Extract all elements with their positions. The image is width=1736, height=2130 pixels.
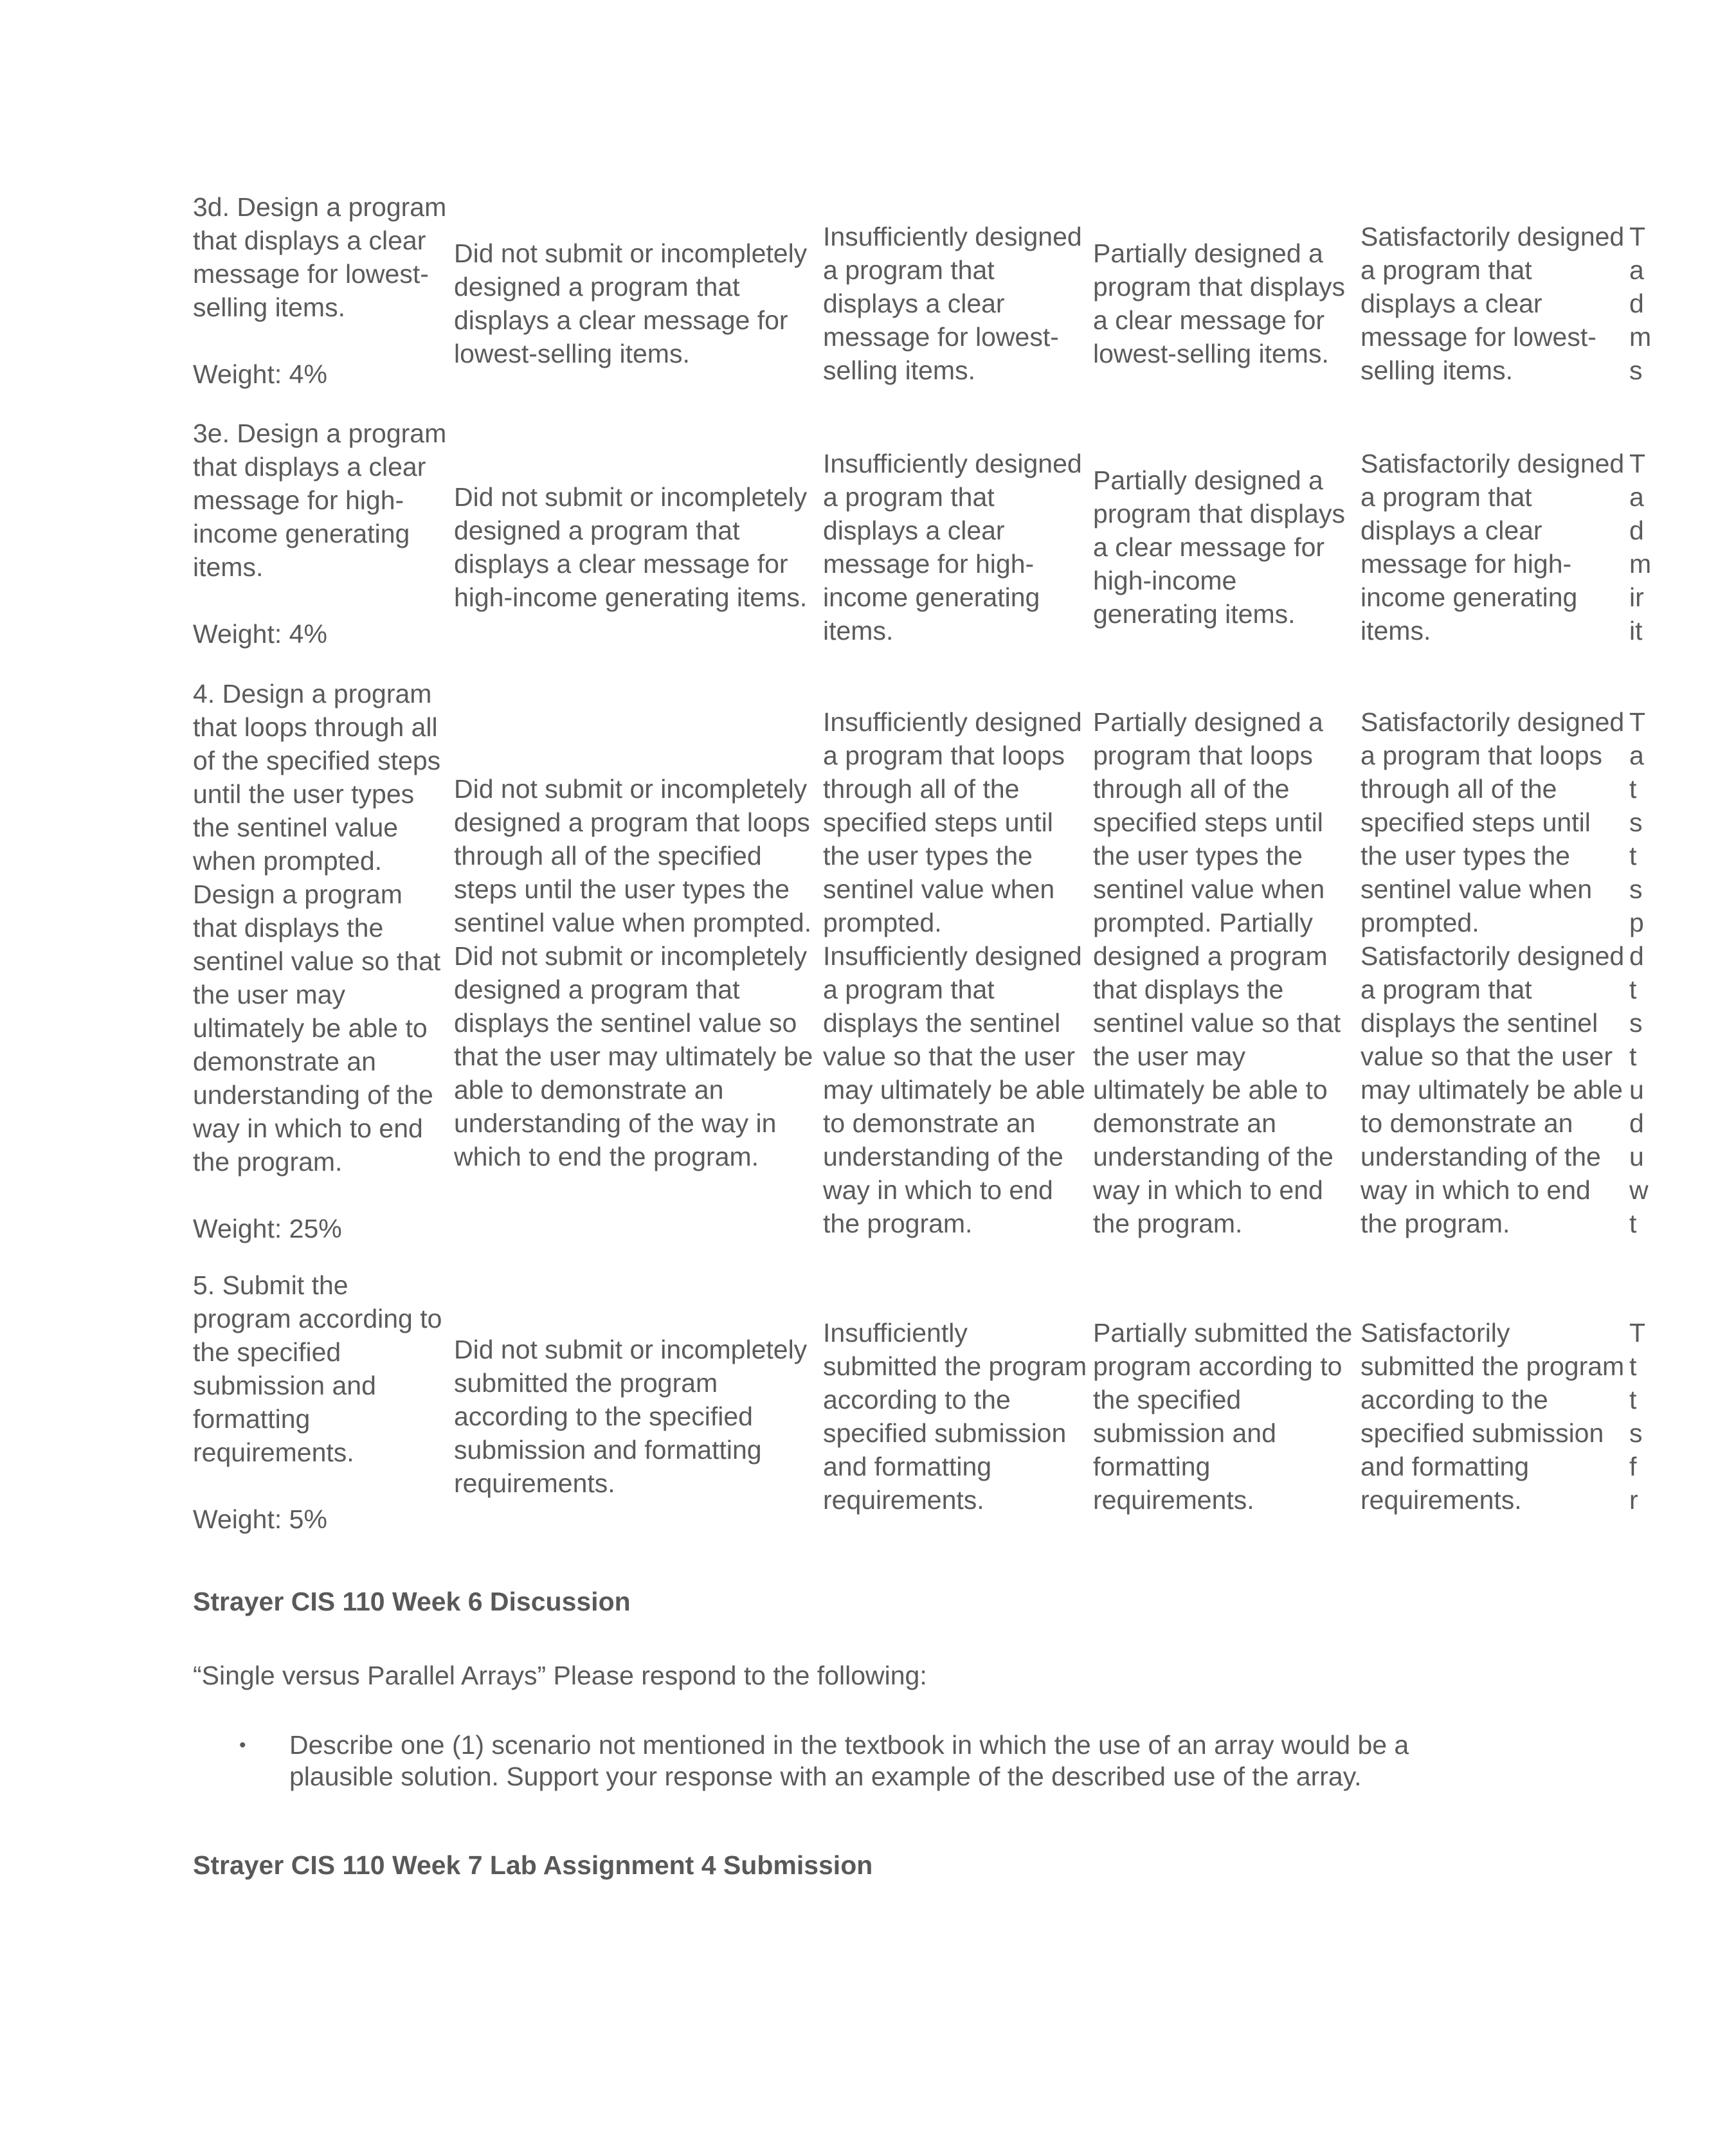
level-cell-insufficient [823, 1268, 1093, 1564]
level-text: T t t s f r [1629, 1318, 1646, 1515]
criterion-cell [193, 190, 454, 417]
level-text: T a d m s [1629, 222, 1652, 385]
criterion-text: 4. Design a program that loops through all of the specified steps until the user types the sentinel value when prompted. Design a program that displays the sentinel value so that the user may ultimately be able to demonstrate an understanding of the way in which to end the program. [193, 679, 441, 1177]
level-cell-satisfactory [1361, 677, 1629, 1268]
criterion-text: 3e. Design a program that displays a clear message for high- income generating items. [193, 419, 447, 582]
criterion-text: 3d. Design a program that displays a clear message for lowest- selling items. [193, 192, 447, 322]
criterion-weight: Weight: 5% [193, 1504, 327, 1534]
level-text: Did not submit or incompletely designed a program that loops through all of the specified steps until the user types the sentinel value when prompted. Did not submit or incompletely designed a program that displays the sentinel value so that the user may ultimately be able to demonstrate an understanding of the way in which to end the program. [454, 774, 813, 1171]
level-cell-partial [1093, 677, 1361, 1268]
level-text: Partially designed a program that displays a clear message for high-income generating items. [1093, 465, 1345, 629]
level-text: Insufficiently designed a program that displays a clear message for high- income generating items. [823, 448, 1082, 645]
week6-heading: Strayer CIS 110 Week 6 Discussion [193, 1587, 631, 1616]
level-text: Partially designed a program that displays a clear message for lowest-selling items. [1093, 239, 1345, 368]
level-cell-truncated [1629, 1268, 1736, 1564]
level-cell-satisfactory [1361, 417, 1629, 677]
level-cell-not-submitted [454, 417, 823, 677]
level-cell-satisfactory [1361, 190, 1629, 417]
level-cell-insufficient [823, 677, 1093, 1268]
bullet-text: Describe one (1) scenario not mentioned in the textbook in which the use of an array would be a plausible solution. Support your response with an example of the described use of the array. [289, 1730, 1409, 1791]
rubric-row-5 [193, 1268, 1736, 1564]
rubric-row-3d [193, 190, 1736, 417]
bullet-icon: • [239, 1735, 246, 1756]
level-text: Insufficiently designed a program that displays a clear message for lowest- selling items. [823, 222, 1082, 385]
level-cell-not-submitted [454, 677, 823, 1268]
list-item [193, 1729, 1479, 1792]
level-cell-satisfactory [1361, 1268, 1629, 1564]
level-text: Insufficiently designed a program that loops through all of the specified steps until the user types the sentinel value when prompted. Insufficiently designed a program that displays the sentinel value so that the user may ultimately be able to demonstrate an understanding of the way in which to end the program. [823, 707, 1085, 1238]
level-cell-not-submitted [454, 190, 823, 417]
level-text: Satisfactorily designed a program that loops through all of the specified steps until the user types the sentinel value when prompted. Satisfactorily designed a program that displays the sentinel value so that the user may ultimately be able to demonstrate an understanding of the way in which to end the program. [1361, 707, 1625, 1238]
level-text: Did not submit or incompletely designed a program that displays a clear message for high-income generating items. [454, 482, 808, 612]
week7-heading: Strayer CIS 110 Week 7 Lab Assignment 4 Submission [193, 1850, 873, 1880]
level-text: T a t s t s p d t s t u d u w t [1629, 707, 1649, 1238]
criterion-weight: Weight: 25% [193, 1214, 342, 1243]
criterion-weight: Weight: 4% [193, 619, 327, 649]
level-cell-truncated [1629, 677, 1736, 1268]
level-cell-insufficient [823, 417, 1093, 677]
level-cell-partial [1093, 417, 1361, 677]
discussion-prompt: “Single versus Parallel Arrays” Please respond to the following: [193, 1661, 927, 1690]
rubric-row-4 [193, 677, 1736, 1268]
level-text: Satisfactorily submitted the program according to the specified submission and formatting requirements. [1361, 1318, 1625, 1515]
criterion-cell [193, 677, 454, 1268]
criterion-cell [193, 417, 454, 677]
level-text: Partially designed a program that loops through all of the specified steps until the user types the sentinel value when prompted. Partially designed a program that displays the sentinel value so that the user may ultimately be able to demonstrate an understanding of the way in which to end the program. [1093, 707, 1341, 1238]
level-text: Did not submit or incompletely designed a program that displays a clear message for lowest-selling items. [454, 239, 808, 368]
criterion-weight: Weight: 4% [193, 359, 327, 389]
level-cell-truncated [1629, 190, 1736, 417]
grading-rubric-table [193, 190, 1736, 1564]
level-cell-partial [1093, 190, 1361, 417]
level-cell-not-submitted [454, 1268, 823, 1564]
level-text: Partially submitted the program according to the specified submission and formatting requirements. [1093, 1318, 1353, 1515]
level-text: Satisfactorily designed a program that displays a clear message for lowest- selling items. [1361, 222, 1625, 385]
criterion-cell [193, 1268, 454, 1564]
level-text: Insufficiently submitted the program according to the specified submission and formatting requirements. [823, 1318, 1087, 1515]
level-cell-truncated [1629, 417, 1736, 677]
level-text: Did not submit or incompletely submitted the program according to the specified submission and formatting requirements. [454, 1335, 808, 1498]
discussion-bullet-list [193, 1729, 1479, 1792]
level-text: T a d m ir it [1629, 448, 1652, 645]
level-text: Satisfactorily designed a program that displays a clear message for high- income generating items. [1361, 448, 1625, 645]
rubric-row-3e [193, 417, 1736, 677]
criterion-text: 5. Submit the program according to the specified submission and formatting requirements. [193, 1270, 442, 1467]
level-cell-insufficient [823, 190, 1093, 417]
level-cell-partial [1093, 1268, 1361, 1564]
